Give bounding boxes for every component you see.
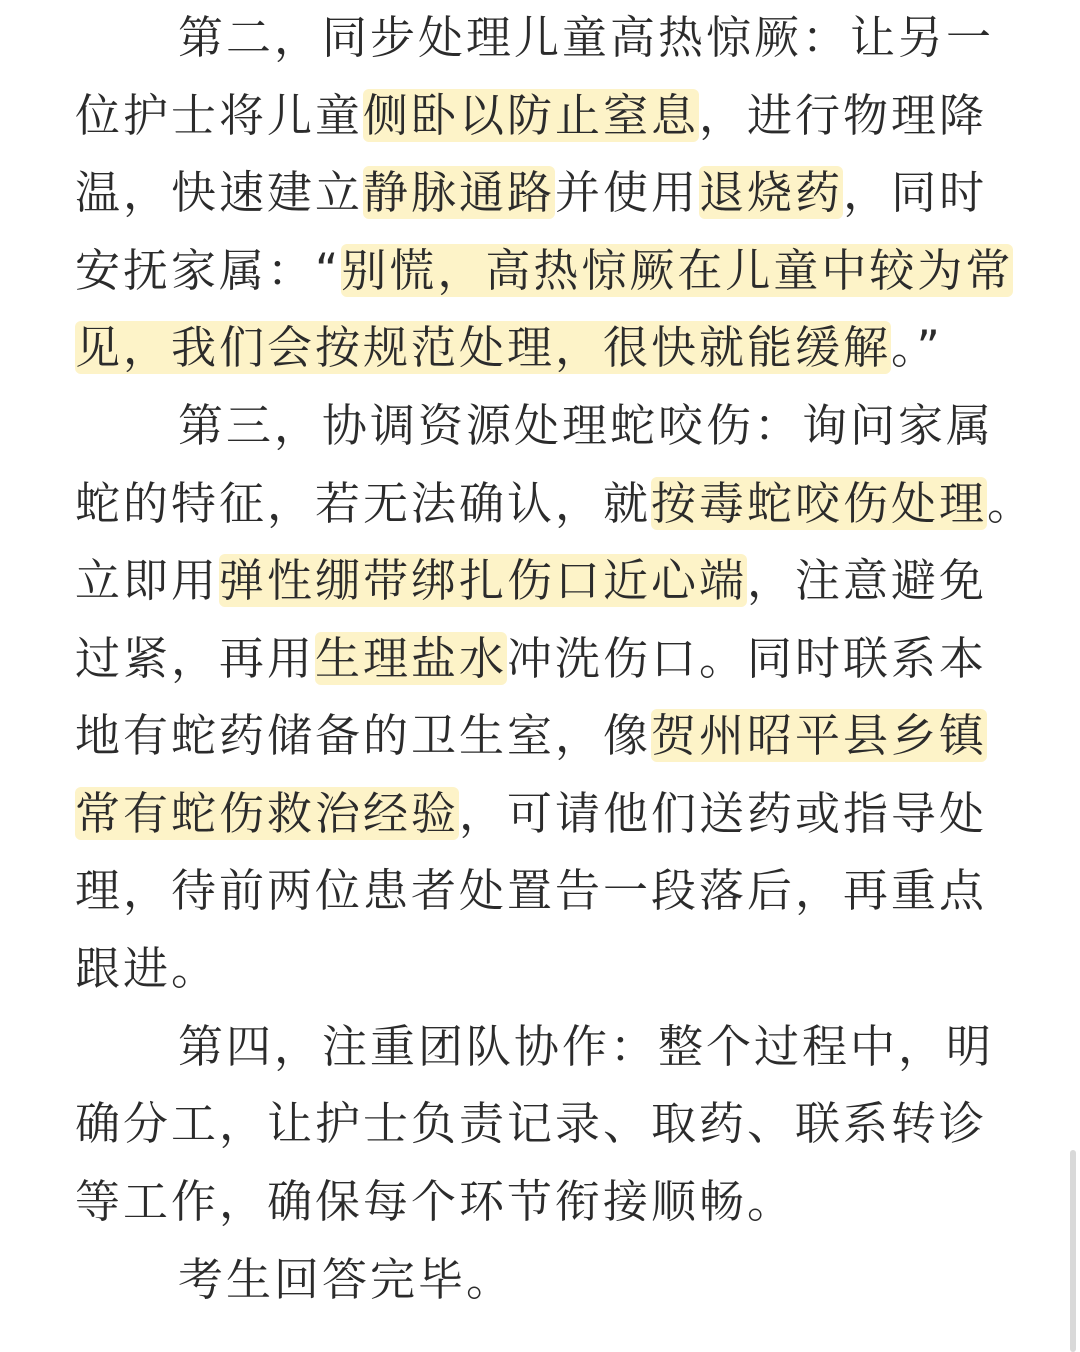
- text-run: 第三，协调资源处理蛇咬伤：询问家属: [178, 399, 995, 452]
- text-run: 考生回答完毕。: [178, 1253, 515, 1306]
- text-run: 。: [987, 477, 1036, 530]
- paragraph-3-line-1: [178, 396, 994, 456]
- text-run: 并使用: [555, 166, 700, 219]
- paragraph-3-line-6: [75, 784, 987, 844]
- text-run: 位护士将儿童: [75, 89, 364, 142]
- paragraph-2-line-3: [75, 163, 987, 223]
- text-run: ，可请他们送药或指导处: [459, 787, 988, 840]
- text-run: ，进行物理降: [699, 89, 988, 142]
- paragraph-2-line-4: [75, 241, 1013, 301]
- text-run: 确分工，让护士负责记录、取药、联系转诊: [75, 1097, 988, 1150]
- paragraph-3-line-8: [75, 939, 219, 999]
- text-run: 跟进。: [75, 942, 220, 995]
- highlighted-phrase: 按毒蛇咬伤处理: [651, 477, 988, 530]
- paragraph-3-line-2: [75, 474, 1035, 534]
- scrollbar[interactable]: [1070, 0, 1076, 1352]
- text-run: 冲洗伤口。同时联系本: [507, 632, 988, 685]
- highlighted-phrase: 弹性绷带绑扎伤口近心端: [219, 554, 748, 607]
- paragraph-3-line-5: [75, 706, 987, 766]
- paragraph-4-line-3: [75, 1172, 795, 1232]
- text-run: 蛇的特征，若无法确认，就: [75, 477, 652, 530]
- text-run: 。”: [891, 321, 943, 374]
- paragraph-3-line-7: [75, 861, 987, 921]
- scrollbar-thumb[interactable]: [1070, 1150, 1076, 1352]
- paragraph-2-line-2: [75, 86, 987, 146]
- paragraph-3-line-3: [75, 551, 987, 611]
- text-run: 第二，同步处理儿童高热惊厥：让另一: [178, 11, 995, 64]
- text-run: 等工作，确保每个环节衔接顺畅。: [75, 1175, 796, 1228]
- highlighted-phrase: 静脉通路: [363, 166, 556, 219]
- paragraph-4-line-2: [75, 1094, 987, 1154]
- text-run: 理，待前两位患者处置告一段落后，再重点: [75, 864, 988, 917]
- text-run: 地有蛇药储备的卫生室，像: [75, 709, 652, 762]
- closing-line: [178, 1250, 514, 1310]
- highlighted-phrase: 侧卧以防止窒息: [363, 89, 700, 142]
- paragraph-2-line-5: [75, 318, 943, 378]
- paragraph-3-line-4: [75, 629, 987, 689]
- highlighted-phrase: 别慌，高热惊厥在儿童中较为常: [341, 244, 1014, 297]
- text-run: 第四，注重团队协作：整个过程中，明: [178, 1020, 995, 1073]
- text-run: 安抚家属：“: [75, 244, 342, 297]
- highlighted-phrase: 贺州昭平县乡镇: [651, 709, 988, 762]
- text-run: 温，快速建立: [75, 166, 364, 219]
- highlighted-phrase: 常有蛇伤救治经验: [75, 787, 460, 840]
- text-run: ，同时: [843, 166, 988, 219]
- highlighted-phrase: 生理盐水: [315, 632, 508, 685]
- text-run: ，注意避免: [747, 554, 988, 607]
- paragraph-4-line-1: [178, 1017, 994, 1077]
- highlighted-phrase: 退烧药: [699, 166, 844, 219]
- text-run: 过紧，再用: [75, 632, 316, 685]
- highlighted-phrase: 见，我们会按规范处理，很快就能缓解: [75, 321, 892, 374]
- paragraph-2-line-1: [178, 8, 994, 68]
- text-run: 立即用: [75, 554, 220, 607]
